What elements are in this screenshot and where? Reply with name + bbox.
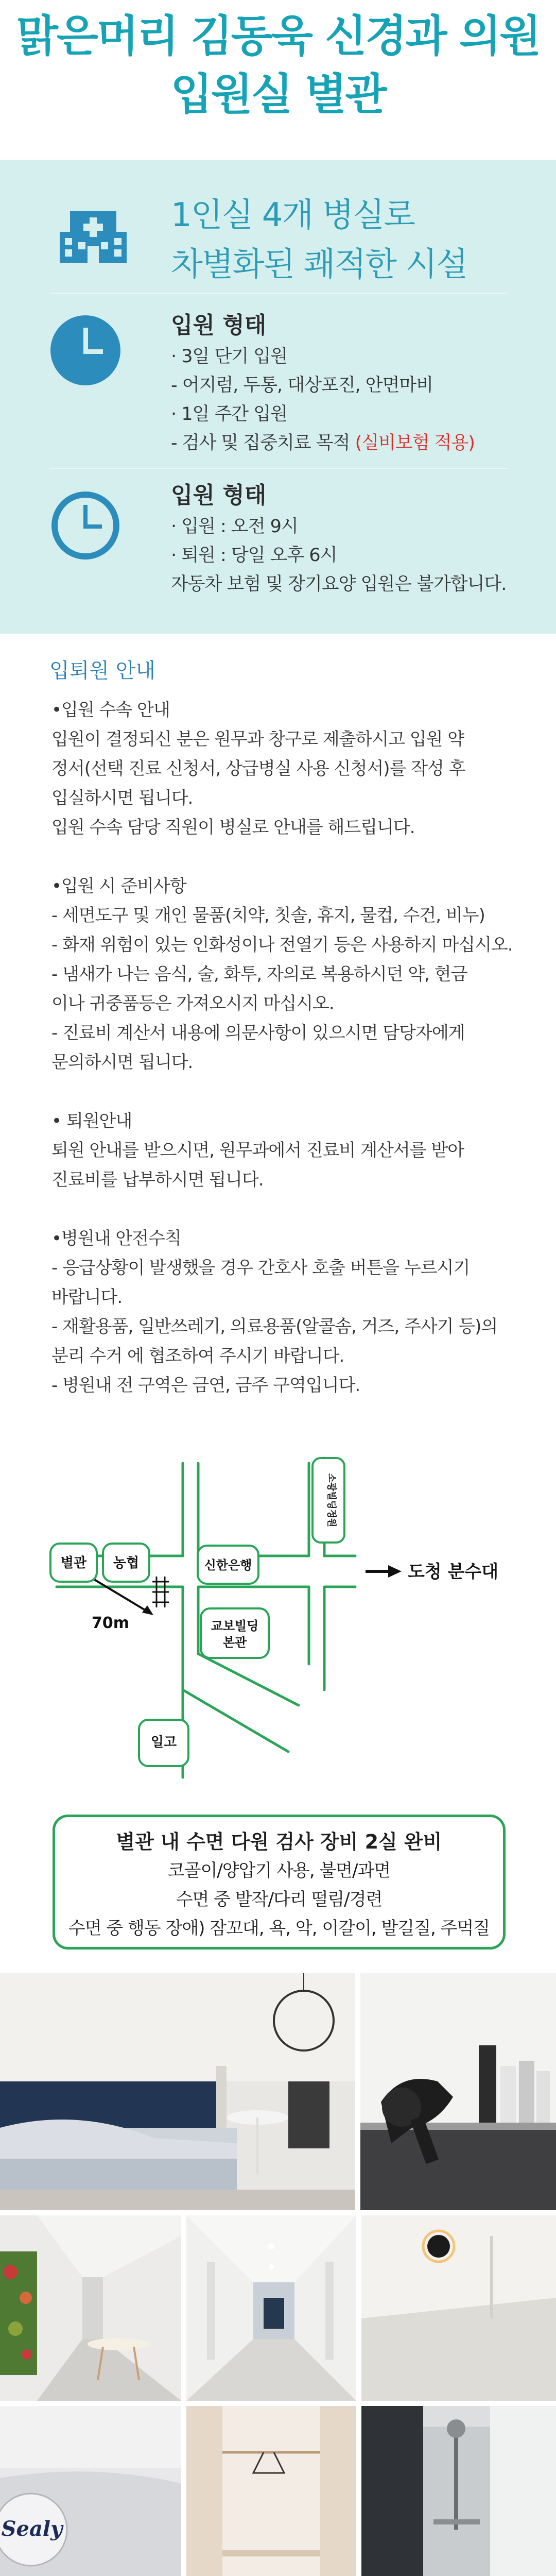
photo-room-wall-light: [361, 2215, 556, 2401]
admission-type-title: 입원 형태: [171, 312, 267, 338]
guide-line: 문의하시면 됩니다.: [51, 1052, 193, 1073]
guide-line: 진료비를 납부하시면 됩니다.: [51, 1170, 264, 1190]
map-label-kyobo-main: 본관: [222, 1635, 247, 1650]
guide-line: 이나 귀중품등은 가져오시지 마십시오.: [51, 993, 334, 1014]
admission-type-item: - 어지럼, 두통, 대상포진, 안면마비: [171, 375, 433, 396]
admission-type-item: - 검사 및 집중치료 목적: [171, 433, 350, 453]
guide-line: • 퇴원안내: [51, 1111, 132, 1131]
photo-hallway: [186, 2215, 356, 2401]
divider: [49, 293, 508, 294]
guide-line: - 재활용품, 일반쓰레기, 의료용품(알콜솜, 거즈, 주사기 등)의: [51, 1316, 498, 1337]
feature-rooms: [49, 180, 518, 294]
page-header: [0, 0, 556, 160]
admission-hours-item: · 퇴원 : 당일 오후 6시: [171, 545, 337, 566]
guide-line: 입원 수속 담당 직원이 병실로 안내를 해드립니다.: [51, 817, 415, 838]
sealy-logo: Sealy: [1, 2517, 63, 2541]
photo-gallery: [0, 1973, 556, 2576]
photo-room-bed: [0, 1973, 355, 2210]
clock-outline-icon: [49, 479, 137, 567]
guide-line: •병원내 안전수칙: [51, 1228, 181, 1249]
divider: [49, 468, 508, 469]
info-line: 수면 중 행동 장애) 잠꼬대, 욕, 악, 이갈이, 발길질, 주먹질: [68, 1918, 490, 1939]
info-line: 코골이/양압기 사용, 불면/과면: [167, 1860, 391, 1881]
photo-mattress-sealy: [0, 2406, 181, 2576]
guide-line: - 진료비 계산서 내용에 의문사항이 있으시면 담당자에게: [51, 1023, 465, 1043]
guide-line: - 병원내 전 구역은 금연, 금주 구역입니다.: [51, 1375, 360, 1396]
photo-closet: [186, 2406, 356, 2576]
guide-line: 바랍니다.: [51, 1287, 123, 1308]
admission-hours-item: · 입원 : 오전 9시: [171, 516, 298, 537]
guide-line: •입원 수속 안내: [51, 700, 170, 720]
photo-hallway-plants: [0, 2215, 181, 2401]
admission-type-item-last: [171, 429, 475, 457]
map-label-sogwang: 소광빌딩정원: [326, 1473, 337, 1528]
info-line: 수면 중 발작/다리 떨림/경련: [176, 1889, 383, 1910]
guide-line: 퇴원 안내를 받으시면, 원무과에서 진료비 계산서를 받아: [51, 1140, 464, 1161]
map-label-nonghyup: 농협: [113, 1555, 140, 1571]
feature-rooms-line2: 차별화된 쾌적한 시설: [171, 246, 467, 284]
guide-line: •입원 시 준비사항: [51, 876, 186, 896]
map-label-annex: 별관: [60, 1555, 87, 1571]
guide-line: 입원이 결정되신 분은 원무과 창구로 제출하시고 입원 약: [51, 729, 464, 750]
guide-title: 입퇴원 안내: [49, 659, 155, 683]
admission-type-item: · 1일 주간 입원: [171, 404, 287, 425]
feature-rooms-line1: 1인실 4개 병실로: [171, 196, 415, 234]
admission-type-item: · 3일 단기 입원: [171, 346, 287, 367]
sleep-test-info-box: [53, 1815, 506, 1950]
guide-line: 정서(선택 진료 신청서, 상급병실 사용 신청서)를 작성 후: [51, 758, 465, 779]
clock-icon: [49, 309, 137, 397]
hospital-building-icon: [49, 191, 137, 278]
guide-line: 분리 수거 에 협조하여 주시기 바랍니다.: [51, 1346, 344, 1366]
clinic-name: 맑은머리 김동욱 신경과 의원: [16, 11, 540, 61]
map-label-ilgo: 일고: [150, 1735, 177, 1750]
guide-line: - 화재 위험이 있는 인화성이나 전열기 등은 사용하지 마십시오.: [51, 935, 513, 955]
guide-line: 입실하시면 됩니다.: [51, 788, 193, 808]
admission-hours-title: 입원 형태: [171, 482, 267, 509]
map-label-shinhan: 신한은행: [204, 1558, 252, 1572]
feature-admission-type: [49, 304, 518, 459]
guide-line: - 냄새가 나는 음식, 술, 화투, 자의로 복용하시던 약, 현금: [51, 964, 467, 985]
insurance-highlight: (실비보험 적용): [355, 433, 475, 453]
page-title: 입원실 별관: [170, 69, 386, 120]
admission-hours-item: 자동차 보험 및 장기요양 입원은 불가합니다.: [171, 574, 507, 595]
photo-bathroom: [361, 2406, 556, 2576]
guide-line: - 세면도구 및 개인 물품(치약, 칫솔, 휴지, 물컵, 수건, 비누): [51, 905, 485, 926]
map-direction: 도청 분수대: [408, 1562, 499, 1582]
photo-amenities-hairdryer: [360, 1973, 556, 2210]
info-line: 별관 내 수면 다원 검사 장비 2실 완비: [116, 1831, 442, 1853]
guide-line: - 응급상황이 발생했을 경우 간호사 호출 버튼을 누르시기: [51, 1258, 470, 1278]
features-panel: [0, 160, 556, 634]
map-label-kyobo: 교보빌딩: [211, 1619, 259, 1633]
location-map: [46, 1437, 520, 1788]
map-distance: 70m: [92, 1614, 130, 1632]
feature-admission-hours: [49, 474, 518, 629]
